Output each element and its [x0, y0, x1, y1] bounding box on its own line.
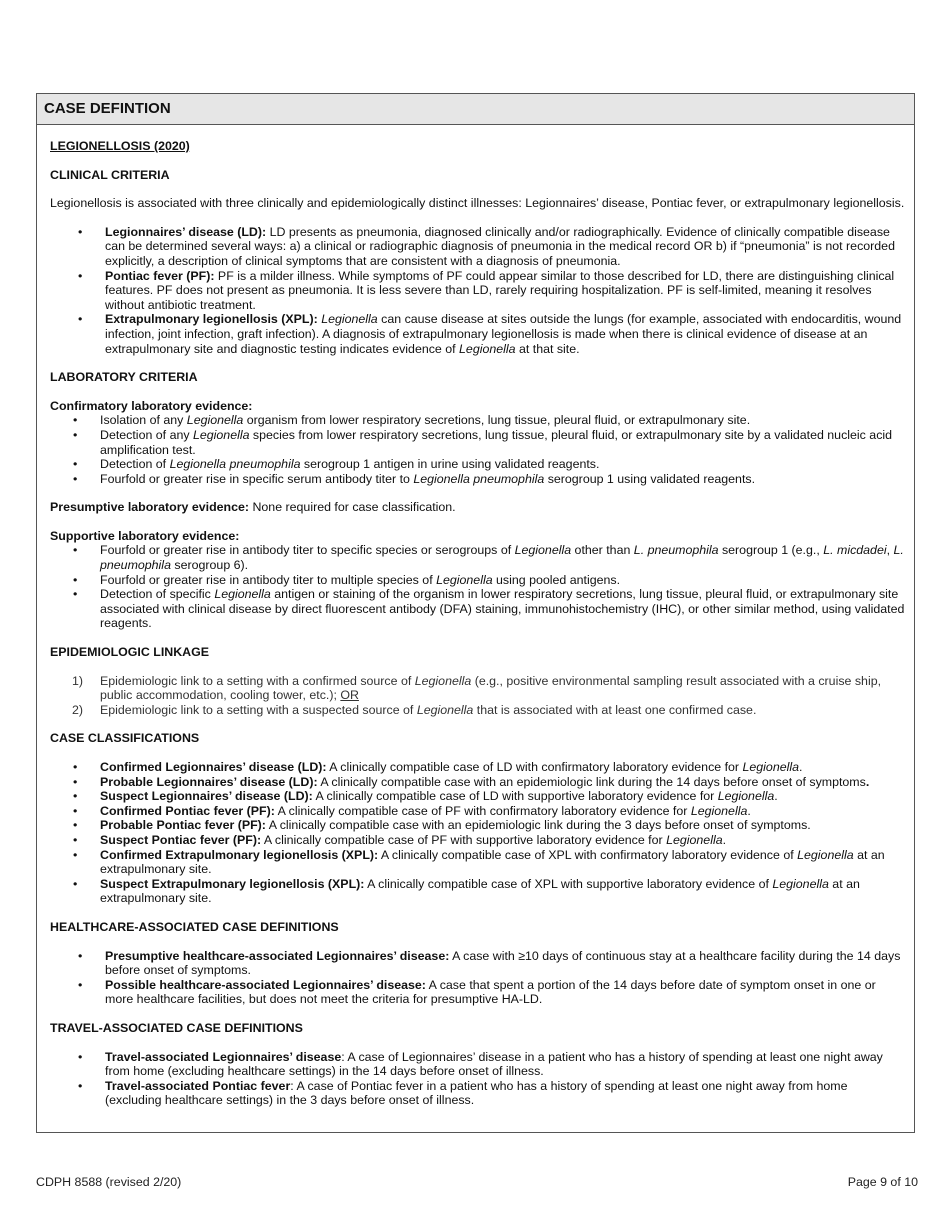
laboratory-criteria-heading: LABORATORY CRITERIA	[50, 370, 198, 385]
list-item: • Confirmed Pontiac fever (PF): A clinically compatible case of PF with confirmatory laboratory evidence for Legionella.	[100, 804, 907, 819]
list-item: • Fourfold or greater rise in specific serum antibody titer to Legionella pneumophila serogroup 1 using validated reagents.	[100, 472, 907, 487]
clinical-list	[50, 225, 907, 356]
list-item: • Presumptive healthcare-associated Legionnaires’ disease: A case with ≥10 days of continuous stay at a healthcare facility during the 14 days before onset of symptoms.	[105, 949, 907, 978]
case-definition-box	[36, 93, 915, 1133]
list-item: • Suspect Pontiac fever (PF): A clinically compatible case of PF with supportive laboratory evidence for Legionella.	[100, 833, 907, 848]
list-item: • Detection of Legionella pneumophila serogroup 1 antigen in urine using validated reagents.	[100, 457, 907, 472]
presumptive-evidence: Presumptive laboratory evidence: None required for case classification.	[50, 500, 456, 515]
list-item: • Fourfold or greater rise in antibody titer to multiple species of Legionella using pooled antigens.	[100, 573, 907, 588]
footer-page-number: Page 9 of 10	[847, 1175, 918, 1189]
epidemiologic-linkage-heading: EPIDEMIOLOGIC LINKAGE	[50, 645, 210, 660]
list-item: • Travel-associated Legionnaires’ disease: A case of Legionnaires’ disease in a patient who has a history of spending at least one night away from home (excluding healthcare settings) in the 14 days before onset of illness.	[105, 1050, 907, 1079]
list-item: • Suspect Legionnaires’ disease (LD): A clinically compatible case of LD with supportive laboratory evidence for Legionella.	[100, 789, 907, 804]
case-classifications-heading: CASE CLASSIFICATIONS	[50, 731, 200, 746]
list-item: • Possible healthcare-associated Legionnaires’ disease: A case that spent a portion of the 14 days before date of symptom onset in one or more healthcare facilities, but does not meet the criteria for presumptive HA-LD.	[105, 978, 907, 1007]
classification-list	[50, 760, 907, 906]
clinical-intro: Legionellosis is associated with three clinically and epidemiologically distinct illnesses: Legionnaires’ disease, Pontiac fever, or extrapulmonary legionellosis.	[50, 196, 905, 211]
list-item: • Pontiac fever (PF): PF is a milder illness. While symptoms of PF could appear similar to those described for LD, there are distinguishing clinical features. PF does not present as pneumonia. It is less severe than LD, rarely requiring hospitalization. PF is self-limited, meaning it resolves without antibiotic treatment.	[105, 269, 907, 313]
healthcare-list	[50, 949, 907, 1007]
section-header	[37, 94, 914, 125]
supportive-heading: Supportive laboratory evidence:	[50, 528, 240, 543]
list-item: • Isolation of any Legionella organism from lower respiratory secretions, lung tissue, pleural fluid, or extrapulmonary site.	[100, 413, 907, 428]
content-body	[37, 125, 914, 1108]
confirmatory-heading: Confirmatory laboratory evidence:	[50, 398, 253, 413]
travel-list	[50, 1050, 907, 1108]
footer-form-id: CDPH 8588 (revised 2/20)	[36, 1175, 182, 1189]
list-item: • Probable Pontiac fever (PF): A clinically compatible case with an epidemiologic link during the 3 days before onset of symptoms.	[100, 818, 907, 833]
travel-associated-heading: TRAVEL-ASSOCIATED CASE DEFINITIONS	[50, 1020, 303, 1035]
list-item: • Fourfold or greater rise in antibody titer to specific species or serogroups of Legionella other than L. pneumophila serogroup 1 (e.g., L. micdadei, L. pneumophila serogroup 6).	[100, 543, 907, 572]
document-title: LEGIONELLOSIS (2020)	[50, 139, 190, 153]
clinical-criteria-heading: CLINICAL CRITERIA	[50, 167, 170, 182]
section-title: CASE DEFINTION	[44, 99, 171, 117]
list-item: • Detection of any Legionella species from lower respiratory secretions, lung tissue, pleural fluid, or extrapulmonary site by a validated nucleic acid amplification test.	[100, 428, 907, 457]
list-item: • Confirmed Legionnaires’ disease (LD): A clinically compatible case of LD with confirmatory laboratory evidence for Legionella.	[100, 760, 907, 775]
list-item: • Legionnaires’ disease (LD): LD presents as pneumonia, diagnosed clinically and/or radiographically. Evidence of clinically compatible disease can be determined several ways: a) a clinical or radiographic diagnosis of pneumonia in the medical record OR b) if “pneumonia” is not recorded explicitly, a description of clinical symptoms that are consistent with a diagnosis of pneumonia.	[105, 225, 907, 269]
list-item: • Probable Legionnaires’ disease (LD): A clinically compatible case with an epidemiologic link during the 14 days before onset of symptoms.	[100, 775, 907, 790]
list-item: 2) Epidemiologic link to a setting with a suspected source of Legionella that is associated with at least one confirmed case.	[72, 702, 757, 717]
confirmatory-list	[50, 413, 907, 486]
list-item: • Confirmed Extrapulmonary legionellosis (XPL): A clinically compatible case of XPL with confirmatory laboratory evidence of Legionella at an extrapulmonary site.	[100, 848, 907, 877]
list-item: • Suspect Extrapulmonary legionellosis (XPL): A clinically compatible case of XPL with supportive laboratory evidence of Legionella at an extrapulmonary site.	[100, 877, 907, 906]
list-item: • Extrapulmonary legionellosis (XPL): Legionella can cause disease at sites outside the lungs (for example, associated with endocarditis, wound infection, joint infection, graft infection). A diagnosis of extrapulmonary legionellosis is made when there is clinical evidence of disease at an extrapulmonary site and diagnostic testing indicates evidence of Legionella at that site.	[105, 312, 907, 356]
list-item: 1) Epidemiologic link to a setting with a confirmed source of Legionella (e.g., positive environmental sampling result associated with a cruise ship, public accommodation, cooling tower, etc.); OR	[72, 673, 882, 703]
healthcare-associated-heading: HEALTHCARE-ASSOCIATED CASE DEFINITIONS	[50, 919, 339, 934]
epi-list	[50, 674, 907, 718]
supportive-list	[50, 543, 907, 631]
list-item: • Travel-associated Pontiac fever: A case of Pontiac fever in a patient who has a history of spending at least one night away from home (excluding healthcare settings) in the 3 days before onset of illness.	[105, 1079, 907, 1108]
list-item: • Detection of specific Legionella antigen or staining of the organism in lower respiratory secretions, lung tissue, pleural fluid, or extrapulmonary site associated with clinical disease by direct fluorescent antibody (DFA) staining, immunohistochemistry (IHC), or other similar method, using validated reagents.	[100, 587, 907, 631]
